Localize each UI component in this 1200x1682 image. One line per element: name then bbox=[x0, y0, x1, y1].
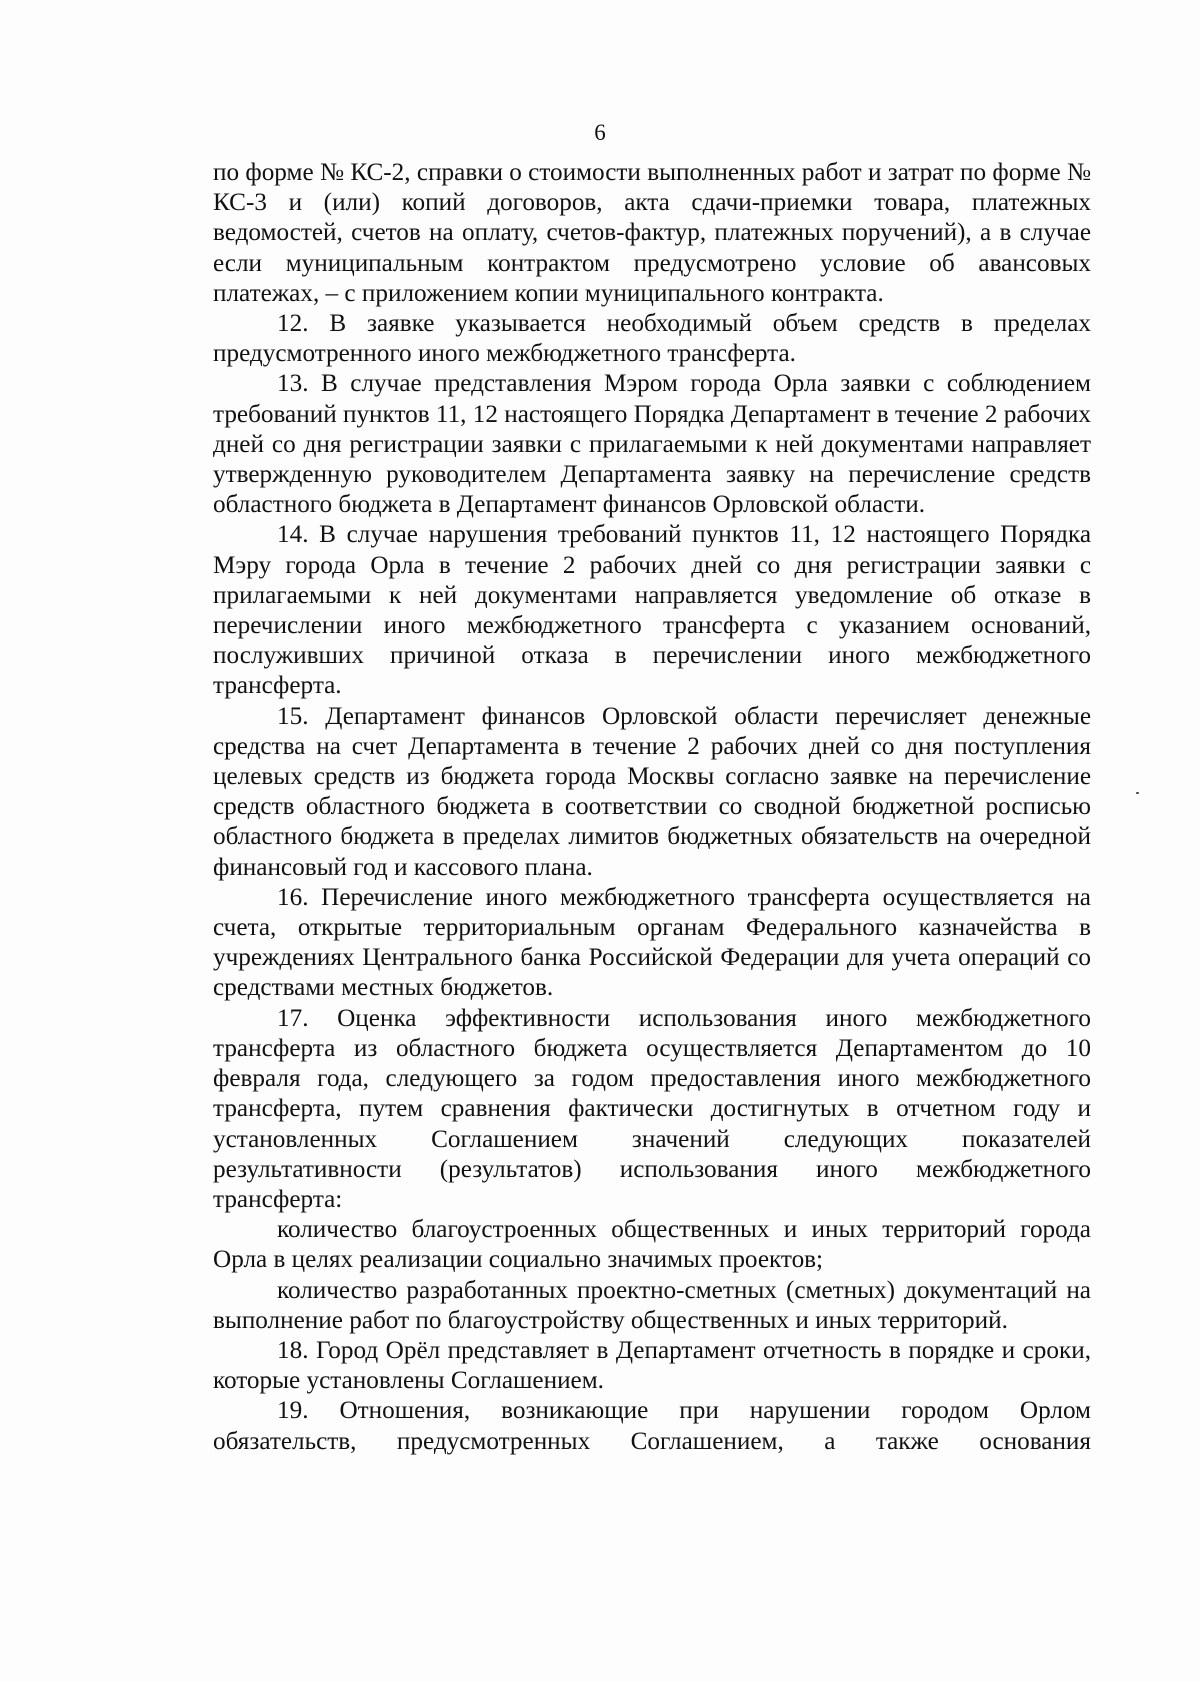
paragraph-continuation: по форме № КС-2, справки о стоимости выполненных работ и затрат по форме № КС-3 и (или) копий договоров, акта сдачи-приемки товара, платежных ведомостей, счетов на оплату, счетов-фактур, платежных поручений), а в случае если муниципальным контрактом предусмотрено условие об авансовых платежах, – с приложением копии муниципального контракта. bbox=[213, 159, 1091, 307]
paragraph-12: 12. В заявке указывается необходимый объем средств в пределах предусмотренного иного межбюджетного трансферта. bbox=[213, 310, 1091, 368]
indicator-item-territories: количество благоустроенных общественных и иных территорий города Орла в целях реализации социально значимых проектов; bbox=[213, 1216, 1091, 1274]
paragraph-14: 14. В случае нарушения требований пунктов 11, 12 настоящего Порядка Мэру города Орла в течение 2 рабочих дней со дня регистрации заявки с прилагаемыми к ней документами направляется уведомление об отказе в перечислении иного межбюджетного трансферта с указанием оснований, послуживших причиной отказа в перечислении иного межбюджетного трансферта. bbox=[213, 521, 1091, 700]
paragraph-17: 17. Оценка эффективности использования иного межбюджетного трансферта из областного бюджета осуществляется Департаментом до 10 февраля года, следующего за годом предоставления иного межбюджетного трансферта, путем сравнения фактически достигнутых в отчетном году и установленных Соглашением значений следующих показателей результативности (результатов) использования иного межбюджетного трансферта: bbox=[213, 1004, 1091, 1213]
paragraph-15: 15. Департамент финансов Орловской области перечисляет денежные средства на счет Департамента в течение 2 рабочих дней со дня поступления целевых средств из бюджета города Москвы согласно заявке на перечисление средств областного бюджета в соответствии со сводной бюджетной росписью областного бюджета в пределах лимитов бюджетных обязательств на очередной финансовый год и кассового плана. bbox=[213, 702, 1091, 881]
paragraph-19: 19. Отношения, возникающие при нарушении городом Орлом обязательств, предусмотренных Соглашением, а также основания bbox=[213, 1397, 1091, 1455]
paragraph-18: 18. Город Орёл представляет в Департамент отчетность в порядке и сроки, которые установлены Соглашением. bbox=[213, 1336, 1091, 1395]
page-number: 6 bbox=[594, 120, 606, 145]
indicator-item-documentation: количество разработанных проектно-сметных (сметных) документаций на выполнение работ по благоустройству общественных и иных территорий. bbox=[213, 1276, 1091, 1334]
scan-speck bbox=[1136, 792, 1139, 794]
document-body bbox=[213, 158, 1091, 1457]
paragraph-13: 13. В случае представления Мэром города Орла заявки с соблюдением требований пунктов 11, 12 настоящего Порядка Департамент в течение 2 рабочих дней со дня регистрации заявки с прилагаемыми к ней документами направляет утвержденную руководителем Департамента заявку на перечисление средств областного бюджета в Департамент финансов Орловской области. bbox=[213, 370, 1091, 519]
paragraph-16: 16. Перечисление иного межбюджетного трансферта осуществляется на счета, открытые территориальным органам Федерального казначейства в учреждениях Центрального банка Российской Федерации для учета операций со средствами местных бюджетов. bbox=[213, 883, 1091, 1002]
